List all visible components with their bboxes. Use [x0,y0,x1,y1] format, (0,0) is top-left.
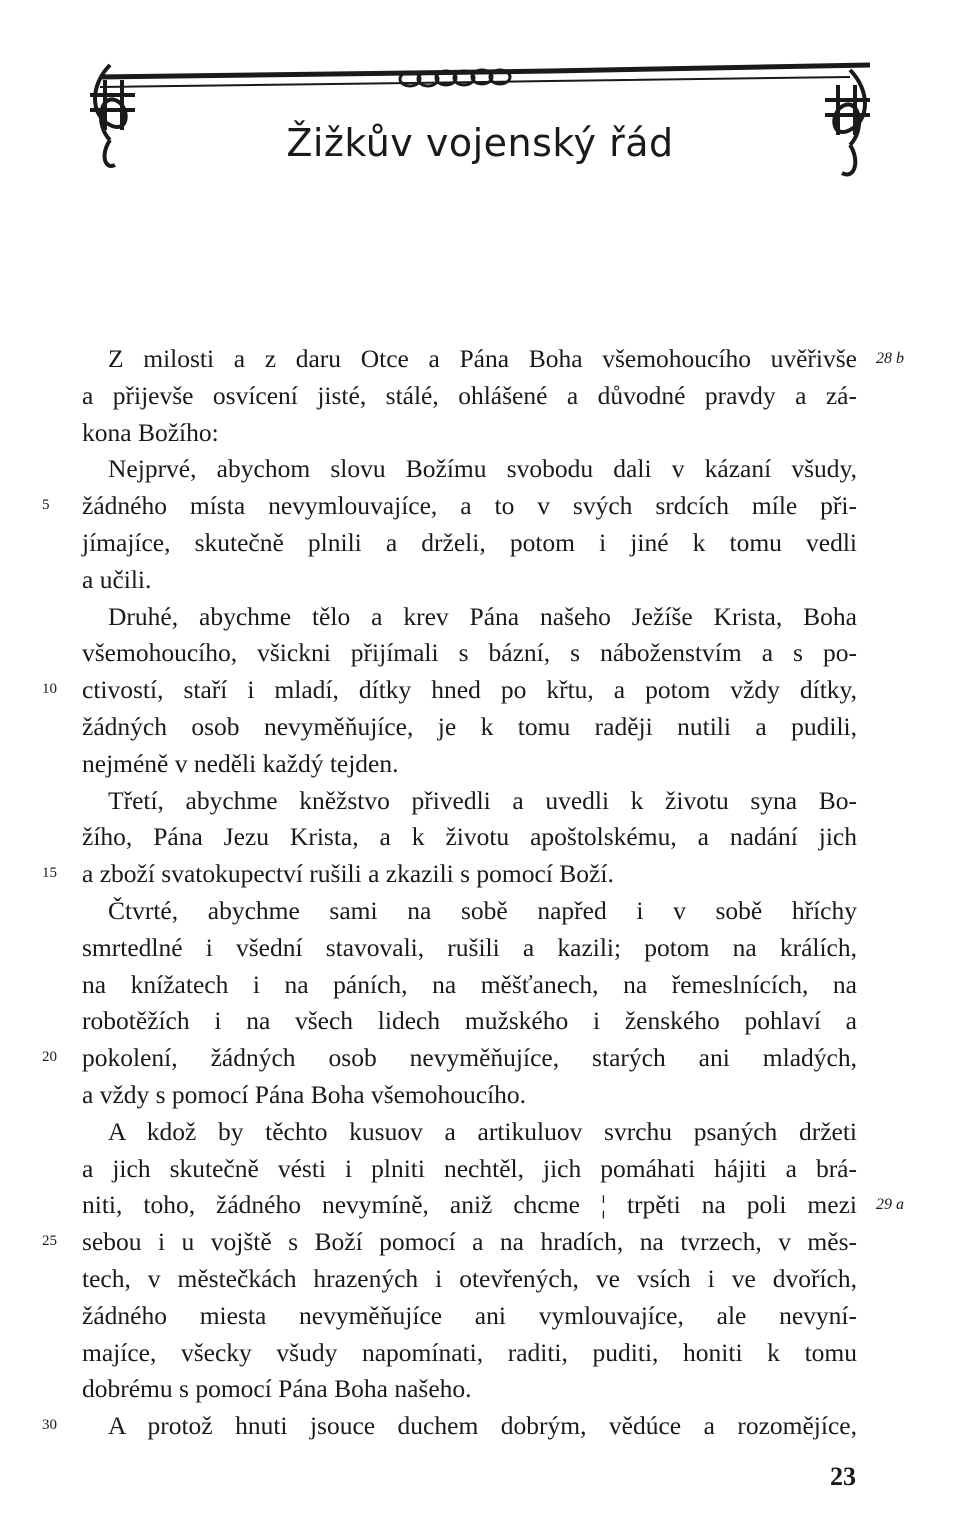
line-number: 5 [42,497,50,514]
text-line: žádného miesta nevyměňujíce ani vymlouvajíce, ale nevyní- [82,1300,857,1330]
text-line: pokolení, žádných osob nevyměňujíce, starých ani mladých, [82,1043,857,1073]
line-number: 15 [42,865,57,882]
text-line: robotěžích i na všech lidech mužského i ženského pohlaví a [82,1006,857,1036]
text-line: niti, toho, žádného nevymíně, aniž chcme ¦ trpěti na poli mezi [82,1190,857,1220]
page-number: 23 [830,1462,856,1491]
text-line: jímajíce, skutečně plnili a drželi, potom i jiné k tomu vedli [82,528,857,557]
margin-folio-note: 28 b [876,350,904,367]
text-line: Čtvrté, abychme sami na sobě napřed i v sobě hříchy [108,896,857,925]
line-number: 30 [42,1417,57,1434]
text-line: kona Božího: [82,417,219,447]
page-title: Žižkův vojenský řád [286,121,674,165]
text-line: žádného místa nevymlouvajíce, a to v svých srdcích míle při- [82,491,857,521]
text-line: na knížatech i na páních, na měšťanech, na řemeslnících, na [82,969,857,999]
line-number: 10 [42,681,57,698]
text-line: Druhé, abychme tělo a krev Pána našeho Ježíše Krista, Boha [108,601,857,631]
text-line: ctivostí, staří i mladí, dítky hned po křtu, a potom vždy dítky, [82,675,857,705]
text-line: a přijevše osvícení jisté, stálé, ohlášené a důvodné pravdy a zá- [82,380,857,410]
text-line: nejméně v neděli každý tejden. [82,748,399,778]
text-line: Nejprvé, abychom slovu Božímu svobodu dali v kázaní všudy, [108,454,857,484]
text-line: A kdož by těchto kusuov a artikuluov svrchu psaných držeti [108,1116,857,1146]
text-line: smrtedlné i všední stavovali, rušili a kazili; potom na králích, [82,932,857,962]
text-line: Třetí, abychme kněžstvo přivedli a uvedli k životu syna Bo- [108,785,857,815]
text-line: tech, v městečkách hrazených i otevřených, ve vsích i ve dvořích, [82,1264,857,1293]
line-number: 20 [42,1049,57,1066]
text-line: a zboží svatokupectví rušili a zkazili s pomocí Boží. [82,859,614,889]
text-line: Z milosti a z daru Otce a Pána Boha všemohoucího uvěřivše [108,344,857,373]
text-line: a učili. [82,564,152,594]
text-line: žádných osob nevyměňujíce, je k tomu raději nutili a pudili, [82,712,857,741]
line-number: 25 [42,1233,57,1250]
text-line: a vždy s pomocí Pána Boha všemohoucího. [82,1080,527,1109]
page-header [80,55,880,205]
text-line: žího, Pána Jezu Krista, a k životu apoštolskému, a nadání jich [82,822,857,852]
text-line: všemohoucího, všickni přijímali s bázní, s náboženstvím a s po- [82,638,857,668]
text-line: majíce, všecky všudy napomínati, raditi, puditi, honiti k tomu [82,1337,857,1367]
text-line: A protož hnuti jsouce duchem dobrým, vědúce a rozomějíce, [108,1411,857,1441]
text-line: dobrému s pomocí Pána Boha našeho. [82,1374,472,1404]
margin-folio-note: 29 a [876,1196,904,1214]
text-line: sebou i u vojště s Boží pomocí a na hradích, na tvrzech, v měs- [82,1227,857,1257]
text-line: a jich skutečně vésti i plniti nechtěl, jich pomáhati hájiti a brá- [82,1153,857,1183]
